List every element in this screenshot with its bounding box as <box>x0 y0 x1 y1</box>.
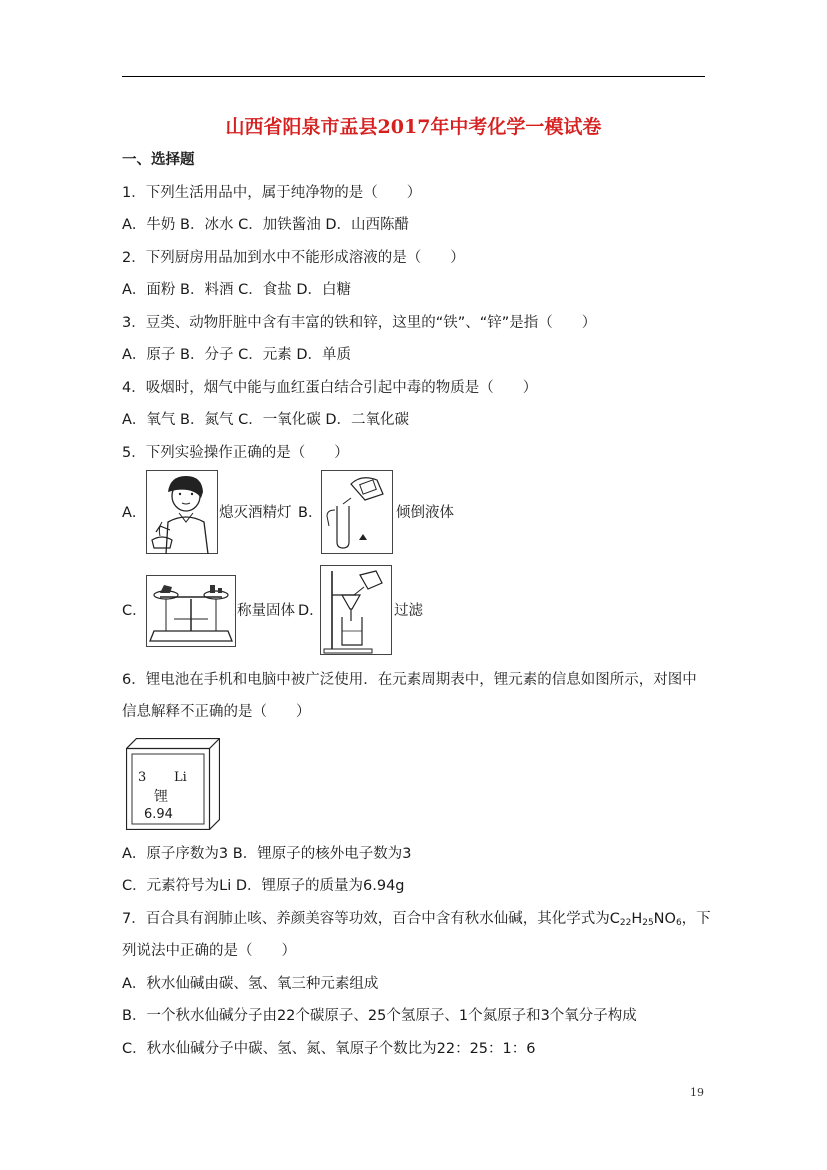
q6-options-line2: C．元素符号为Li D．锂原子的质量为6.94g <box>122 878 405 894</box>
q7-option-c: C．秋水仙碱分子中碳、氢、氮、氧原子个数比为22：25：1：6 <box>122 1041 536 1057</box>
page-number: 19 <box>690 1086 704 1099</box>
pour-liquid-figure <box>321 470 393 554</box>
lithium-element-card <box>126 738 220 830</box>
q5-option-a-letter: A． <box>122 505 147 521</box>
page-title: 山西省阳泉市盂县2017年中考化学一模试卷 <box>225 116 602 138</box>
q7-stem-line1 <box>122 909 711 933</box>
q3-options: A．原子 B．分子 C．元素 D．单质 <box>122 347 351 363</box>
q6-options-line1: A．原子序数为3 B．锂原子的核外电子数为3 <box>122 846 412 862</box>
q2-options: A．面粉 B．料酒 C．食盐 D．白糖 <box>122 282 351 298</box>
element-atomic-number: 3 <box>138 770 147 785</box>
q7-stem-tail: ，下 <box>681 911 711 927</box>
extinguish-lamp-figure <box>146 470 218 554</box>
q1-options: A．牛奶 B．冰水 C．加铁酱油 D．山西陈醋 <box>122 217 409 233</box>
header-rule <box>122 76 705 77</box>
q4-options: A．氧气 B．氮气 C．一氧化碳 D．二氧化碳 <box>122 412 409 428</box>
element-mass: 6.94 <box>144 807 173 822</box>
q6-stem-line1: 6．锂电池在手机和电脑中被广泛使用．在元素周期表中，锂元素的信息如图所示，对图中 <box>122 672 697 688</box>
balance-weighing-figure <box>146 575 236 647</box>
element-symbol: Li <box>174 770 187 785</box>
formula-subscript-o: 6 <box>675 918 682 928</box>
formula-subscript-h: 25 <box>642 918 654 928</box>
element-name: 锂 <box>154 789 168 805</box>
q5-option-c-letter: C． <box>122 603 147 619</box>
q7-option-b: B．一个秋水仙碱分子由22个碳原子、25个氢原子、1个氮原子和3个氧分子构成 <box>122 1008 637 1024</box>
q5-option-d-letter: D． <box>298 603 324 619</box>
q5-stem: 5．下列实验操作正确的是（ ） <box>122 445 349 461</box>
formula-subscript-c: 22 <box>619 918 632 928</box>
q5-option-b-letter: B． <box>298 505 323 521</box>
q5-option-c-text: 称量固体 <box>237 603 295 619</box>
q2-stem: 2．下列厨房用品加到水中不能形成溶液的是（ ） <box>122 250 465 266</box>
q5-option-d-text: 过滤 <box>394 603 423 619</box>
q3-stem: 3．豆类、动物肝脏中含有丰富的铁和锌，这里的“铁”、“锌”是指（ ） <box>122 315 597 331</box>
q5-option-a-text: 熄灭酒精灯 <box>219 505 292 521</box>
filtration-figure <box>320 565 392 655</box>
section-heading: 一、选择题 <box>122 152 195 168</box>
q7-option-a: A．秋水仙碱由碳、氢、氧三种元素组成 <box>122 976 379 992</box>
formula-h: H <box>631 911 643 927</box>
q7-stem-line2: 列说法中正确的是（ ） <box>122 943 296 959</box>
q7-stem-text: 7．百合具有润肺止咳、养颜美容等功效，百合中含有秋水仙碱，其化学式为C <box>122 911 620 927</box>
q5-option-b-text: 倾倒液体 <box>396 505 454 521</box>
formula-no: NO <box>653 911 676 927</box>
q1-stem: 1．下列生活用品中，属于纯净物的是（ ） <box>122 185 422 201</box>
q6-stem-line2: 信息解释不正确的是（ ） <box>122 704 311 720</box>
q4-stem: 4．吸烟时，烟气中能与血红蛋白结合引起中毒的物质是（ ） <box>122 380 538 396</box>
